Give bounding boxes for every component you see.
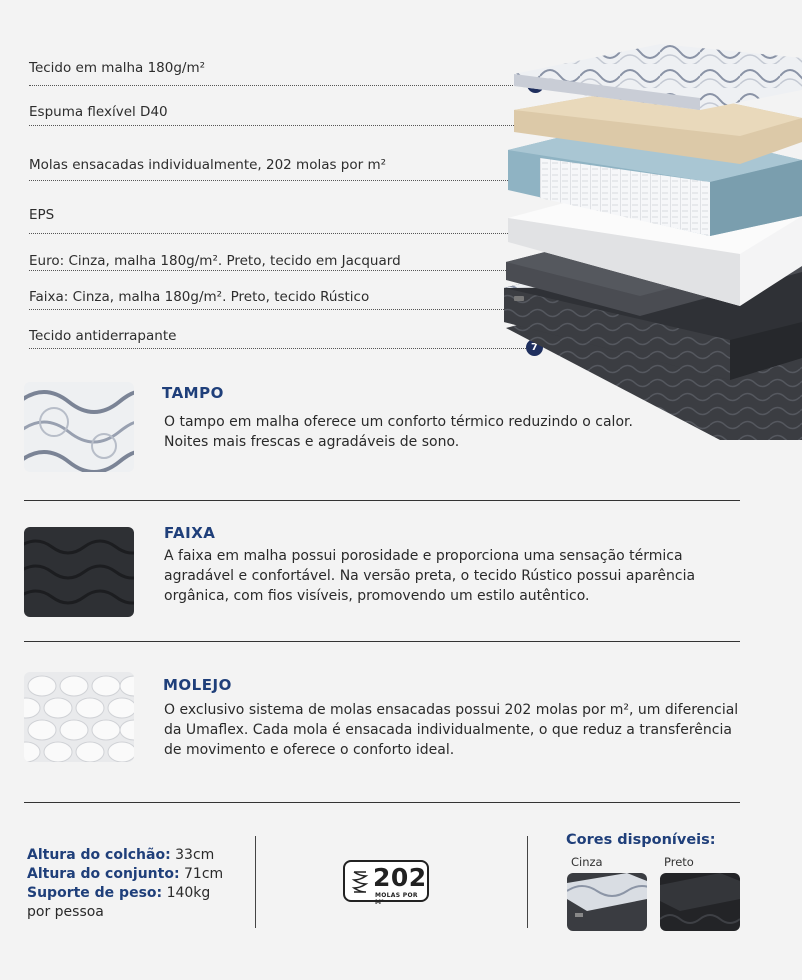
layer-leader-6 xyxy=(29,309,526,310)
layer-label-7: Tecido antiderrapante xyxy=(29,328,177,344)
spec-altura-colchao xyxy=(27,846,214,865)
layer-1-top xyxy=(514,44,802,110)
layer-label-2: Espuma flexível D40 xyxy=(29,104,168,120)
color-swatch-preto[interactable] xyxy=(660,873,740,931)
spec-suporte-suffix: por pessoa xyxy=(27,904,104,920)
color-label-cinza: Cinza xyxy=(571,855,603,869)
springs-202-badge xyxy=(343,860,429,906)
footer-separator-right xyxy=(527,836,528,928)
footer-separator-left xyxy=(255,836,256,928)
feature-title-molejo: MOLEJO xyxy=(163,676,232,694)
molejo-swatch xyxy=(24,672,134,762)
spec-suporte-value: 140kg xyxy=(166,885,211,901)
layer-leader-1 xyxy=(29,85,527,86)
layer-label-1: Tecido em malha 180g/m² xyxy=(29,60,206,76)
springs-badge-caption: MOLAS POR M² xyxy=(375,892,418,906)
layer-leader-5 xyxy=(29,270,526,271)
spec-altura-colchao-label: Altura do colchão: xyxy=(27,847,171,863)
layer-leader-2 xyxy=(29,125,526,126)
layer-label-6: Faixa: Cinza, malha 180g/m². Preto, tecido Rústico xyxy=(29,289,370,305)
color-label-preto: Preto xyxy=(664,855,694,869)
layer-leader-7 xyxy=(29,348,526,349)
faixa-swatch xyxy=(24,527,134,617)
springs-badge-number: 202 xyxy=(373,863,427,892)
tampo-swatch xyxy=(24,382,134,472)
spring-icon xyxy=(351,869,369,895)
mattress-layers-illustration xyxy=(500,40,802,440)
layer-label-5: Euro: Cinza, malha 180g/m². Preto, tecido em Jacquard xyxy=(29,253,401,269)
layer-leader-4 xyxy=(29,233,526,234)
section-divider-3 xyxy=(24,802,740,803)
feature-title-faixa: FAIXA xyxy=(164,524,216,542)
section-divider-2 xyxy=(24,641,740,642)
spec-altura-conjunto-label: Altura do conjunto: xyxy=(27,866,180,882)
section-divider-1 xyxy=(24,500,740,501)
layer-label-4: EPS xyxy=(29,207,55,223)
feature-text-tampo: O tampo em malha oferece um conforto térmico reduzindo o calor. Noites mais frescas e agradáveis de sono. xyxy=(164,414,633,450)
layer-leader-3 xyxy=(29,180,526,181)
colors-title: Cores disponíveis: xyxy=(566,832,716,848)
feature-text-molejo: O exclusivo sistema de molas ensacadas possui 202 molas por m², um diferencial da Umaflex. Cada mola é ensacada individualmente, o que reduz a transferência de movimento e oferece o conforto ideal. xyxy=(164,702,739,758)
spec-suporte-label: Suporte de peso: xyxy=(27,885,163,901)
feature-text-faixa: A faixa em malha possui porosidade e proporciona uma sensação térmica agradável e confortável. Na versão preta, o tecido Rústico possui aparência orgânica, com fios visíveis, promovendo um estilo autêntico. xyxy=(164,548,696,604)
spec-altura-colchao-value: 33cm xyxy=(175,847,215,863)
spec-altura-conjunto xyxy=(27,865,223,884)
color-swatch-cinza[interactable] xyxy=(567,873,647,931)
feature-title-tampo: TAMPO xyxy=(162,384,224,402)
spec-suporte-peso xyxy=(27,884,210,903)
layer-label-3: Molas ensacadas individualmente, 202 molas por m² xyxy=(29,157,387,173)
layer-badge-7: 7 xyxy=(526,339,543,356)
spec-altura-conjunto-value: 71cm xyxy=(184,866,224,882)
